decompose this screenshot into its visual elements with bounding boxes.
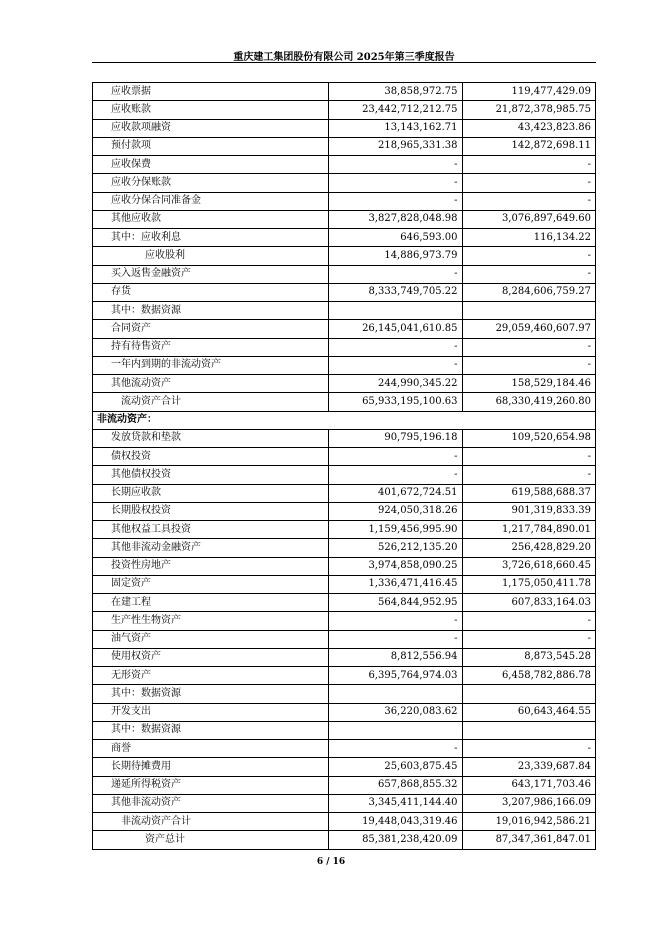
current-period-value (329, 685, 463, 703)
table-row (93, 648, 596, 666)
row-label: 无形资产 (93, 667, 329, 685)
prior-period-value: 1,175,050,411.78 (462, 575, 596, 593)
row-label: 其他非流动资产 (93, 794, 329, 812)
report-header: 重庆建工集团股份有限公司 2025年第三季度报告 (233, 52, 455, 63)
row-label: 预付款项 (93, 137, 329, 155)
prior-period-value: 116,134.22 (462, 229, 596, 247)
row-label: 投资性房地产 (93, 557, 329, 575)
balance-sheet-body (93, 83, 596, 850)
row-label: 其他非流动金融资产 (93, 539, 329, 557)
prior-period-value: - (462, 448, 596, 466)
current-period-value: 23,442,712,212.75 (329, 101, 463, 119)
row-label: 合同资产 (93, 320, 329, 338)
row-label: 应收账款 (93, 101, 329, 119)
current-period-value: 526,212,135.20 (329, 539, 463, 557)
prior-period-value: 1,217,784,890.01 (462, 521, 596, 539)
table-row (93, 119, 596, 137)
current-period-value: 90,795,196.18 (329, 429, 463, 447)
current-period-value: 26,145,041,610.85 (329, 320, 463, 338)
prior-period-value: 87,347,361,847.01 (462, 831, 596, 849)
table-row (93, 502, 596, 520)
row-label: 持有待售资产 (93, 338, 329, 356)
row-label: 应收保费 (93, 156, 329, 174)
prior-period-value: - (462, 356, 596, 374)
table-row (93, 320, 596, 338)
table-row (93, 813, 596, 831)
table-row (93, 740, 596, 758)
current-period-value: 564,844,952.95 (329, 594, 463, 612)
current-period-value: 13,143,162.71 (329, 119, 463, 137)
current-period-value: - (329, 192, 463, 210)
row-label: 发放贷款和垫款 (93, 429, 329, 447)
prior-period-value: 6,458,782,886.78 (462, 667, 596, 685)
table-row (93, 667, 596, 685)
current-period-value: - (329, 174, 463, 192)
prior-period-value: - (462, 466, 596, 484)
row-label: 应收分保账款 (93, 174, 329, 192)
prior-period-value: 19,016,942,586.21 (462, 813, 596, 831)
balance-sheet-table (92, 82, 596, 850)
prior-period-value: - (462, 247, 596, 265)
current-period-value: 25,603,875.45 (329, 758, 463, 776)
row-label: 其他流动资产 (93, 375, 329, 393)
prior-period-value: 109,520,654.98 (462, 429, 596, 447)
current-period-value: - (329, 630, 463, 648)
table-row (93, 557, 596, 575)
table-row (93, 521, 596, 539)
row-label: 其中：数据资源 (93, 685, 329, 703)
table-row (93, 776, 596, 794)
prior-period-value: - (462, 265, 596, 283)
row-label: 长期应收款 (93, 484, 329, 502)
table-row (93, 101, 596, 119)
current-period-value: 3,345,411,144.40 (329, 794, 463, 812)
current-period-value: 244,990,345.22 (329, 375, 463, 393)
table-row (93, 794, 596, 812)
table-row (93, 156, 596, 174)
current-period-value: 924,050,318.26 (329, 502, 463, 520)
row-label: 应收款项融资 (93, 119, 329, 137)
table-row (93, 685, 596, 703)
current-period-value: 85,381,238,420.09 (329, 831, 463, 849)
current-period-value (329, 721, 463, 739)
current-period-value: 1,336,471,416.45 (329, 575, 463, 593)
table-row (93, 575, 596, 593)
row-label: 其中：数据资源 (93, 721, 329, 739)
prior-period-value: 3,207,986,166.09 (462, 794, 596, 812)
prior-period-value: 60,643,464.55 (462, 703, 596, 721)
current-period-value: 657,868,855.32 (329, 776, 463, 794)
row-label: 其中：数据资源 (93, 302, 329, 320)
row-label: 存货 (93, 283, 329, 301)
current-period-value: 1,159,456,995.90 (329, 521, 463, 539)
table-row (93, 210, 596, 228)
current-period-value: 3,974,858,090.25 (329, 557, 463, 575)
table-row (93, 229, 596, 247)
table-row (93, 137, 596, 155)
prior-period-value: 607,833,164.03 (462, 594, 596, 612)
current-period-value: 19,448,043,319.46 (329, 813, 463, 831)
prior-period-value: 68,330,419,260.80 (462, 393, 596, 411)
current-period-value: - (329, 740, 463, 758)
table-row (93, 338, 596, 356)
prior-period-value: - (462, 192, 596, 210)
table-row (93, 612, 596, 630)
table-row (93, 192, 596, 210)
row-label: 油气资产 (93, 630, 329, 648)
table-row (93, 448, 596, 466)
row-label: 资产总计 (93, 831, 329, 849)
row-label: 长期待摊费用 (93, 758, 329, 776)
current-period-value: - (329, 448, 463, 466)
section-heading: 非流动资产： (93, 411, 596, 429)
prior-period-value: - (462, 156, 596, 174)
row-label: 在建工程 (93, 594, 329, 612)
table-row (93, 831, 596, 849)
row-label: 生产性生物资产 (93, 612, 329, 630)
table-row (93, 174, 596, 192)
table-row (93, 393, 596, 411)
prior-period-value: - (462, 174, 596, 192)
prior-period-value: 21,872,378,985.75 (462, 101, 596, 119)
row-label: 其他应收款 (93, 210, 329, 228)
table-row (93, 283, 596, 301)
row-label: 开发支出 (93, 703, 329, 721)
table-row (93, 594, 596, 612)
table-row (93, 302, 596, 320)
current-period-value (329, 302, 463, 320)
table-row (93, 375, 596, 393)
prior-period-value: 643,171,703.46 (462, 776, 596, 794)
table-row (93, 429, 596, 447)
current-period-value: 14,886,973.79 (329, 247, 463, 265)
prior-period-value: 8,284,606,759.27 (462, 283, 596, 301)
row-label: 应收分保合同准备金 (93, 192, 329, 210)
current-period-value: - (329, 466, 463, 484)
prior-period-value: 3,726,618,660.45 (462, 557, 596, 575)
row-label: 买入返售金融资产 (93, 265, 329, 283)
row-label: 应收票据 (93, 83, 329, 101)
current-period-value: 8,812,556.94 (329, 648, 463, 666)
prior-period-value: 901,319,833.39 (462, 502, 596, 520)
row-label: 其中：应收利息 (93, 229, 329, 247)
current-period-value: 646,593.00 (329, 229, 463, 247)
table-row (93, 411, 596, 429)
current-period-value: - (329, 612, 463, 630)
prior-period-value: - (462, 740, 596, 758)
current-period-value: 218,965,331.38 (329, 137, 463, 155)
current-period-value: 6,395,764,974.03 (329, 667, 463, 685)
prior-period-value: 619,588,688.37 (462, 484, 596, 502)
table-row (93, 265, 596, 283)
prior-period-value: 142,872,698.11 (462, 137, 596, 155)
current-period-value: 3,827,828,048.98 (329, 210, 463, 228)
prior-period-value (462, 685, 596, 703)
prior-period-value: - (462, 612, 596, 630)
header-divider (92, 62, 596, 63)
row-label: 商誉 (93, 740, 329, 758)
row-label: 债权投资 (93, 448, 329, 466)
row-label: 递延所得税资产 (93, 776, 329, 794)
prior-period-value: 29,059,460,607.97 (462, 320, 596, 338)
prior-period-value (462, 721, 596, 739)
prior-period-value: 256,428,829.20 (462, 539, 596, 557)
prior-period-value (462, 302, 596, 320)
prior-period-value: 8,873,545.28 (462, 648, 596, 666)
current-period-value: 38,858,972.75 (329, 83, 463, 101)
page-number: 6 / 16 (316, 857, 346, 867)
current-period-value: - (329, 265, 463, 283)
table-row (93, 484, 596, 502)
current-period-value: 65,933,195,100.63 (329, 393, 463, 411)
table-row (93, 356, 596, 374)
row-label: 固定资产 (93, 575, 329, 593)
current-period-value: - (329, 338, 463, 356)
current-period-value: 401,672,724.51 (329, 484, 463, 502)
current-period-value: - (329, 156, 463, 174)
table-row (93, 247, 596, 265)
row-label: 长期股权投资 (93, 502, 329, 520)
table-row (93, 83, 596, 101)
row-label: 其他债权投资 (93, 466, 329, 484)
row-label: 使用权资产 (93, 648, 329, 666)
prior-period-value: - (462, 630, 596, 648)
current-period-value: 36,220,083.62 (329, 703, 463, 721)
current-period-value: - (329, 356, 463, 374)
row-label: 非流动资产合计 (93, 813, 329, 831)
table-row (93, 721, 596, 739)
table-row (93, 758, 596, 776)
prior-period-value: 43,423,823.86 (462, 119, 596, 137)
table-row (93, 539, 596, 557)
row-label: 一年内到期的非流动资产 (93, 356, 329, 374)
table-row (93, 466, 596, 484)
prior-period-value: 23,339,687.84 (462, 758, 596, 776)
prior-period-value: 3,076,897,649.60 (462, 210, 596, 228)
table-row (93, 630, 596, 648)
row-label: 流动资产合计 (93, 393, 329, 411)
prior-period-value: - (462, 338, 596, 356)
prior-period-value: 119,477,429.09 (462, 83, 596, 101)
row-label: 应收股利 (93, 247, 329, 265)
current-period-value: 8,333,749,705.22 (329, 283, 463, 301)
row-label: 其他权益工具投资 (93, 521, 329, 539)
prior-period-value: 158,529,184.46 (462, 375, 596, 393)
table-row (93, 703, 596, 721)
